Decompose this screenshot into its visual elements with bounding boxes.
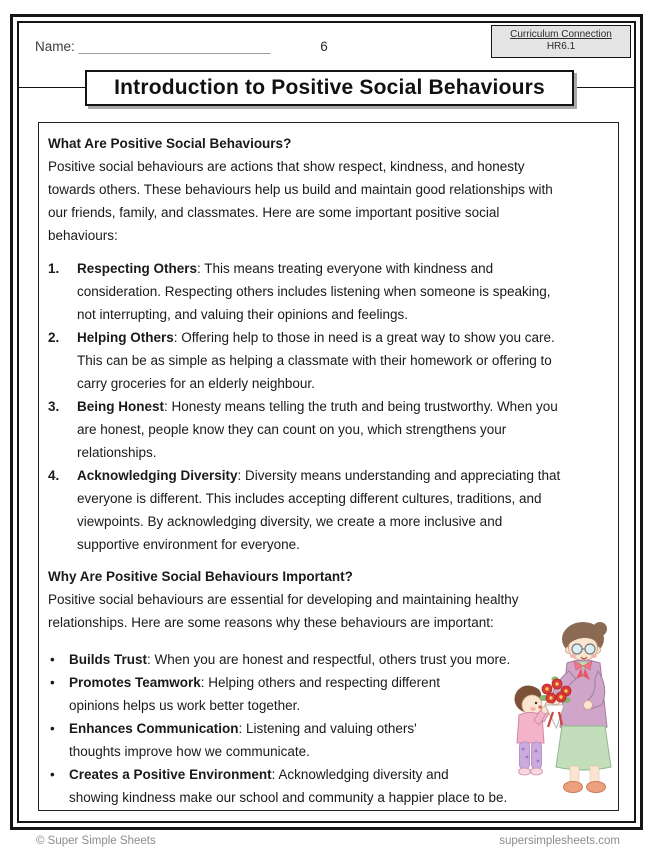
text-line: Builds Trust: When you are honest and respectful, others trust you more. — [69, 652, 511, 667]
item-term: Builds Trust — [69, 652, 148, 667]
bullet-marker: • — [50, 767, 55, 782]
item-term: Creates a Positive Environment — [69, 767, 272, 782]
text-line: Respecting Others: This means treating everyone with kindness and — [77, 261, 494, 276]
text-line: are honest, people know they can count on you, which strengthens your — [77, 422, 507, 437]
text-line: Helping Others: Offering help to those in need is a great way to show you care. — [77, 330, 555, 345]
text-line: Positive social behaviours are essential for developing and maintaining healthy — [48, 592, 519, 607]
text-line: This can be as simple as helping a classmate with their homework or offering to — [77, 353, 552, 368]
item-number: 1. — [48, 261, 60, 276]
item-term: Acknowledging Diversity — [77, 468, 238, 483]
curriculum-connection-label: Curriculum Connection — [510, 29, 612, 40]
text-line: behaviours: — [48, 228, 118, 243]
bullet-marker: • — [50, 652, 55, 667]
numbered-item-acknowledging-diversity — [48, 464, 618, 556]
text-line: Promotes Teamwork: Helping others and respecting different — [69, 675, 440, 690]
item-term: Being Honest — [77, 399, 165, 414]
text-line: showing kindness make our school and community a happier place to be. — [69, 790, 508, 805]
bullet-marker: • — [50, 675, 55, 690]
item-number: 3. — [48, 399, 60, 414]
text-line: Creates a Positive Environment: Acknowledging diversity and — [69, 767, 449, 782]
item-term: Respecting Others — [77, 261, 198, 276]
content-box — [38, 122, 619, 811]
text-line: consideration. Respecting others includes listening when someone is speaking, — [77, 284, 551, 299]
text-line: not interrupting, and valuing their opinions and feelings. — [77, 307, 408, 322]
numbered-item-respecting-others — [48, 257, 618, 326]
section2-heading: Why Are Positive Social Behaviours Important? — [48, 569, 353, 584]
text-line: Enhances Communication: Listening and valuing others' — [69, 721, 417, 736]
item-term: Promotes Teamwork — [69, 675, 201, 690]
name-blank-line[interactable]: ________________________ — [78, 39, 271, 54]
item-term: Helping Others — [77, 330, 174, 345]
item-number: 4. — [48, 468, 60, 483]
curriculum-code: HR6.1 — [546, 41, 576, 52]
title-box — [85, 70, 574, 106]
text-line: supportive environment for everyone. — [77, 537, 300, 552]
curriculum-connection-box — [491, 25, 631, 58]
worksheet-page-frame — [10, 14, 643, 830]
worksheet-page — [17, 21, 636, 823]
section1-heading: What Are Positive Social Behaviours? — [48, 136, 292, 151]
bullet-marker: • — [50, 721, 55, 736]
numbered-item-helping-others — [48, 326, 618, 395]
name-field — [35, 39, 271, 54]
page-number: 6 — [320, 39, 328, 54]
text-line: our friends, family, and classmates. Here are some important positive social — [48, 205, 500, 220]
text-line: Acknowledging Diversity: Diversity means understanding and appreciating that — [77, 468, 561, 483]
website-text: supersimplesheets.com — [499, 835, 620, 847]
text-line: viewpoints. By acknowledging diversity, we create a more inclusive and — [77, 514, 503, 529]
text-line: carry groceries for an elderly neighbour. — [77, 376, 315, 391]
copyright-text: © Super Simple Sheets — [36, 835, 156, 847]
illustration-grandmother-child-flowers-icon — [503, 615, 615, 801]
name-label: Name: — [35, 39, 75, 54]
text-line: towards others. These behaviours help us build and maintain good relationships with — [48, 182, 553, 197]
page-title: Introduction to Positive Social Behaviours — [114, 76, 545, 99]
text-line: opinions helps us work better together. — [69, 698, 301, 713]
text-line: everyone is different. This includes accepting different cultures, traditions, and — [77, 491, 542, 506]
text-line: thoughts improve how we communicate. — [69, 744, 310, 759]
text-line: relationships. Here are some reasons why these behaviours are important: — [48, 615, 494, 630]
numbered-item-being-honest — [48, 395, 618, 464]
item-term: Enhances Communication — [69, 721, 239, 736]
text-line: Positive social behaviours are actions that show respect, kindness, and honesty — [48, 159, 525, 174]
text-line: relationships. — [77, 445, 157, 460]
text-line: Being Honest: Honesty means telling the truth and being trustworthy. When you — [77, 399, 558, 414]
item-number: 2. — [48, 330, 60, 345]
